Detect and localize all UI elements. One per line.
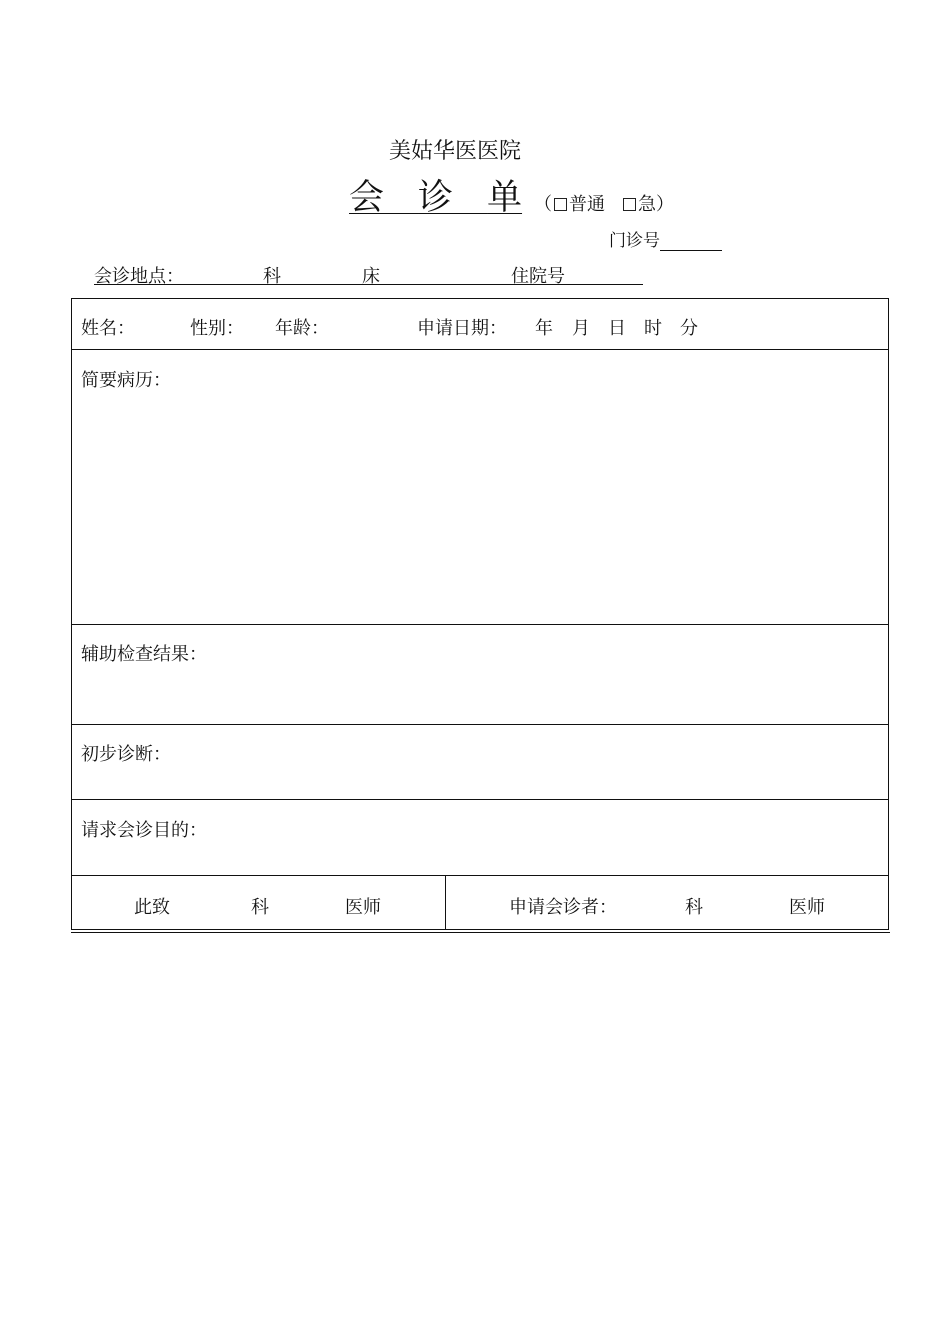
- preliminary-diagnosis-label: 初步诊断：: [81, 744, 171, 765]
- age-label: 年龄：: [275, 318, 329, 339]
- clinic-number-label: 门诊号: [609, 231, 660, 251]
- normal-option-label: 普通: [569, 194, 605, 215]
- consultation-purpose-label: 请求会诊目的：: [81, 820, 207, 841]
- requester-doctor-label: 医师: [789, 897, 825, 918]
- request-date-label: 申请日期：: [417, 318, 507, 339]
- addressee-doctor-label: 医师: [345, 897, 381, 918]
- row-divider: [72, 624, 888, 625]
- date-day-label: 日: [608, 318, 626, 339]
- admission-number-label: 住院号: [511, 266, 565, 287]
- date-year-label: 年: [535, 318, 553, 339]
- gender-label: 性别：: [190, 318, 244, 339]
- requester-label: 申请会诊者：: [509, 897, 617, 918]
- requester-department-label: 科: [685, 897, 703, 918]
- urgency-open-paren: （: [534, 194, 552, 215]
- urgent-option-label: 急: [638, 194, 656, 215]
- location-label: 会诊地点：: [94, 266, 184, 287]
- form-title-char: 单: [487, 178, 523, 218]
- urgent-checkbox[interactable]: [623, 198, 636, 211]
- footer-divider: [445, 875, 446, 930]
- date-hour-label: 时: [644, 318, 662, 339]
- location-line: [94, 262, 643, 285]
- addressee-label: 此致: [134, 897, 170, 918]
- consultation-form-table: [71, 298, 889, 930]
- date-minute-label: 分: [680, 318, 698, 339]
- location-department-label: 科: [263, 266, 281, 287]
- clinic-number-field: [609, 226, 722, 251]
- form-title-char: 会: [349, 178, 419, 218]
- row-divider: [72, 724, 888, 725]
- date-month-label: 月: [572, 318, 590, 339]
- clinic-number-blank[interactable]: [660, 234, 722, 251]
- auxiliary-exam-label: 辅助检查结果：: [81, 644, 207, 665]
- history-label: 简要病历：: [81, 370, 171, 391]
- urgency-options: [534, 190, 674, 216]
- form-title: [349, 176, 522, 220]
- name-label: 姓名：: [81, 318, 135, 339]
- addressee-department-label: 科: [251, 897, 269, 918]
- table-bottom-double-line: [71, 932, 890, 933]
- row-divider: [72, 799, 888, 800]
- row-divider: [72, 349, 888, 350]
- hospital-name: 美姑华医医院: [388, 139, 521, 164]
- location-bed-label: 床: [362, 266, 380, 287]
- urgency-close-paren: ）: [656, 194, 674, 215]
- form-title-char: 诊: [418, 178, 488, 218]
- row-divider: [72, 875, 888, 876]
- normal-checkbox[interactable]: [554, 198, 567, 211]
